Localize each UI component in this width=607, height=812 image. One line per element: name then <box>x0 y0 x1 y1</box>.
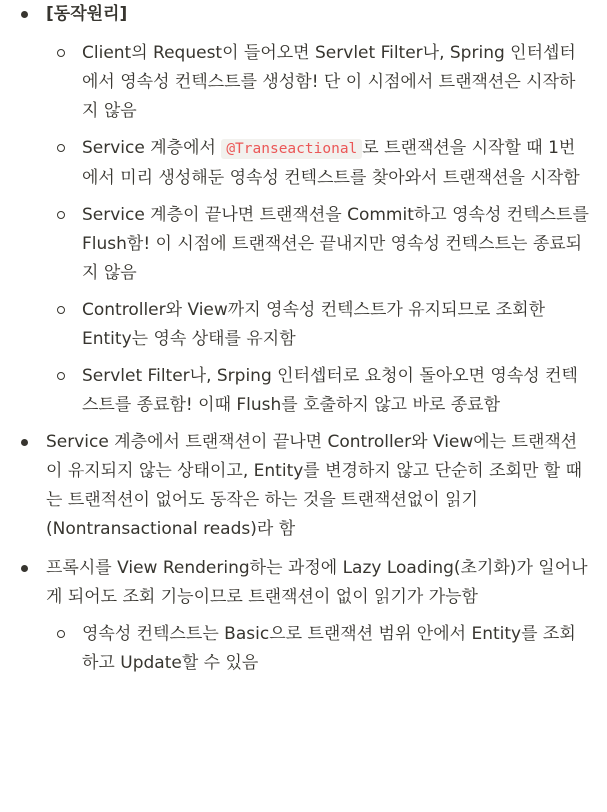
list-item <box>0 296 607 354</box>
list-item-text: Service 계층에서 트랜잭션이 끝나면 Controller와 View에는 트랜잭션이 유지되지 않는 상태이고, Entity를 변경하지 않고 단순히 조회만 할 때는 트랜적션이 없어도 동작은 하는 것을 트랜잭션없이 읽기(Nontransactional reads)라 함 <box>46 432 583 539</box>
list-item-text: Servlet Filter나, Srping 인터셉터로 요청이 돌아오면 영속성 컨텍스트를 종료함! 이때 Flush를 호출하지 않고 바로 종료함 <box>82 366 578 415</box>
list-item-text: Service 계층이 끝나면 트랜잭션을 Commit하고 영속성 컨텍스트를 Flush함! 이 시점에 트랜잭션은 끝내지만 영속성 컨텍스트는 종료되지 않음 <box>82 205 589 283</box>
hollow-bullet-icon <box>57 211 65 219</box>
list-item-text: 영속성 컨텍스트는 Basic으로 트랜잭션 범위 안에서 Entity를 조회하고 Update할 수 있음 <box>82 624 576 673</box>
hollow-bullet-icon <box>57 372 65 380</box>
inline-code: @Transeactional <box>221 139 362 159</box>
list-item-text: 프록시를 View Rendering하는 과정에 Lazy Loading(초기화)가 일어나게 되어도 조회 기능이므로 트랜잭션이 없이 읽기가 가능함 <box>46 558 588 607</box>
bullet-icon <box>21 565 28 572</box>
hollow-bullet-icon <box>57 630 65 638</box>
list-item-text: [동작원리] <box>46 4 128 24</box>
list-item <box>0 428 607 544</box>
list-item <box>0 201 607 288</box>
list-item-text: Controller와 View까지 영속성 컨텍스트가 유지되므로 조회한 Entity는 영속 상태를 유지함 <box>82 300 546 349</box>
bullet-icon <box>21 439 28 446</box>
list-item <box>0 39 607 126</box>
list-item <box>0 0 607 29</box>
bullet-icon <box>21 11 28 18</box>
list-item <box>0 554 607 612</box>
list-item <box>0 362 607 420</box>
hollow-bullet-icon <box>57 144 65 152</box>
hollow-bullet-icon <box>57 306 65 314</box>
list-item-text: Client의 Request이 들어오면 Servlet Filter나, Spring 인터셉터에서 영속성 컨텍스트를 생성함! 단 이 시점에서 트랜잭션은 시작하지 않음 <box>82 43 576 121</box>
list-item <box>0 134 607 193</box>
list-item <box>0 620 607 678</box>
list-item-text: 로 트랜잭션을 시작할 때 1번에서 미리 생성해둔 영속성 컨텍스트를 찾아와서 트랜잭션을 시작함 <box>82 138 580 188</box>
list-item-text: Service 계층에서 <box>82 138 222 158</box>
hollow-bullet-icon <box>57 49 65 57</box>
